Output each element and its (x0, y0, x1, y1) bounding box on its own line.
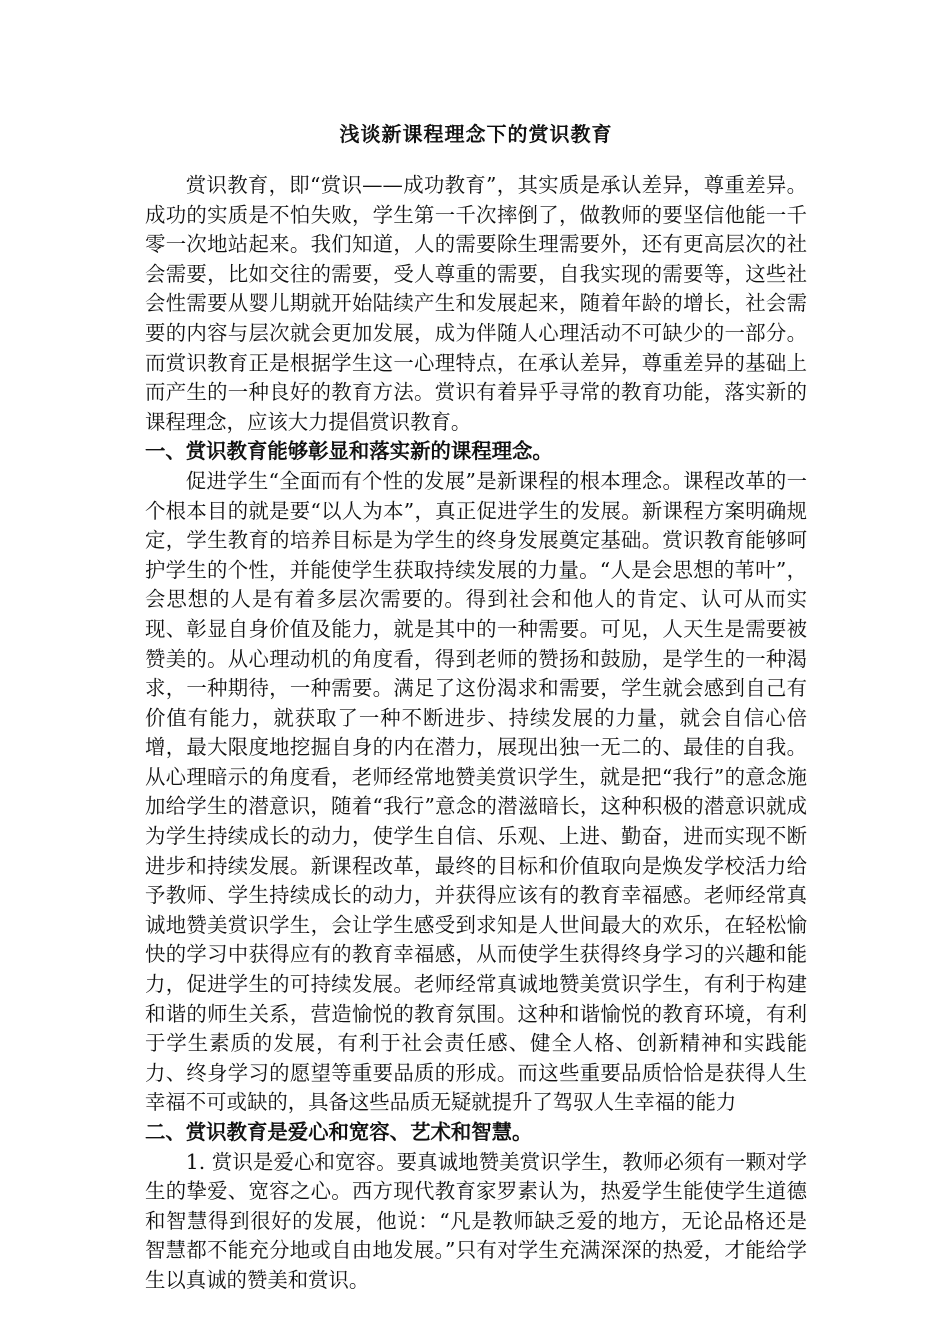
document-page (145, 118, 807, 1296)
section-1-paragraph: 促进学生“全面而有个性的发展”是新课程的根本理念。课程改革的一个根本目的就是要“以人为本”，真正促进学生的发展。新课程方案明确规定，学生教育的培养目标是为学生的终身发展奠定基础。赏识教育能够呵护学生的个性，并能使学生获取持续发展的力量。“人是会思想的苇叶”，会思想的人是有着多层次需要的。得到社会和他人的肯定、认可从而实现、彰显自身价值及能力，就是其中的一种需要。可见，人天生是需要被赞美的。从心理动机的角度看，得到老师的赞扬和鼓励，是学生的一种渴求，一种期待，一种需要。满足了这份渴求和需要，学生就会感到自己有价值有能力，就获取了一种不断进步、持续发展的力量，就会自信心倍增，最大限度地挖掘自身的内在潜力，展现出独一无二的、最佳的自我。从心理暗示的角度看，老师经常地赞美赏识学生，就是把“我行”的意念施加给学生的潜意识，随着“我行”意念的潜滋暗长，这种积极的潜意识就成为学生持续成长的动力，使学生自信、乐观、上进、勤奋，进而实现不断进步和持续发展。新课程改革，最终的目标和价值取向是焕发学校活力给予教师、学生持续成长的动力，并获得应该有的教育幸福感。老师经常真诚地赞美赏识学生，会让学生感受到求知是人世间最大的欢乐，在轻松愉快的学习中获得应有的教育幸福感，从而使学生获得终身学习的兴趣和能力，促进学生的可持续发展。老师经常真诚地赞美赏识学生，有利于构建和谐的师生关系，营造愉悦的教育氛围。这种和谐愉悦的教育环境，有利于学生素质的发展，有利于社会责任感、健全人格、创新精神和实践能力、终身学习的愿望等重要品质的形成。而这些重要品质恰恰是获得人生幸福不可或缺的，具备这些品质无疑就提升了驾驭人生幸福的能力 (145, 468, 807, 1115)
section-1-heading: 一、赏识教育能够彰显和落实新的课程理念。 (145, 439, 553, 464)
intro-paragraph: 赏识教育，即“赏识——成功教育”，其实质是承认差异，尊重差异。成功的实质是不怕失败，学生第一千次摔倒了，做教师的要坚信他能一千零一次地站起来。我们知道，人的需要除生理需要外，还有更高层次的社会需要，比如交往的需要，受人尊重的需要，自我实现的需要等，这些社会性需要从婴儿期就开始陆续产生和发展起来，随着年龄的增长，社会需要的内容与层次就会更加发展，成为伴随人心理活动不可缺少的一部分。而赏识教育正是根据学生这一心理特点，在承认差异，尊重差异的基础上而产生的一种良好的教育方法。赏识有着异乎寻常的教育功能，落实新的课程理念，应该大力提倡赏识教育。 (145, 173, 807, 434)
document-title: 浅谈新课程理念下的赏识教育 (339, 122, 613, 146)
section-2-heading: 二、赏识教育是爱心和宽容、艺术和智慧。 (145, 1120, 533, 1144)
section-2-paragraph: 1. 赏识是爱心和宽容。要真诚地赞美赏识学生，教师必须有一颗对学生的挚爱、宽容之心。西方现代教育家罗素认为，热爱学生能使学生道德和智慧得到很好的发展，他说：“凡是教师缺乏爱的地方，无论品格还是智慧都不能充分地或自由地发展。”只有对学生充满深深的热爱，才能给学生以真诚的赞美和赏识。 (145, 1149, 807, 1292)
